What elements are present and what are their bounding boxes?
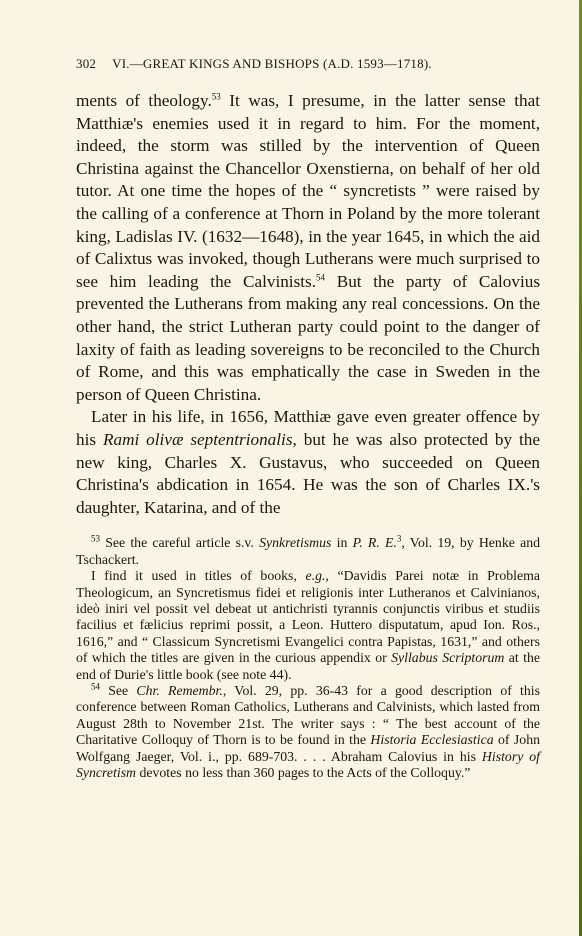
footnote-53-continued bbox=[76, 568, 540, 683]
main-text bbox=[76, 90, 540, 519]
footnote-ref-54: 54 bbox=[316, 272, 326, 283]
footnote-text: See bbox=[100, 682, 137, 698]
main-text-segment: It was, I presume, in the latter sense that Matthiæ's enemies used it in regard to him. For the moment, indeed, the storm was stilled by the intervention of Queen Christina against the Chancellor Oxenstierna, on behalf of her old tutor. At one time the hopes of the “ syncretists ” were raised by the calling of a conference at Thorn in Poland by the more tolerant king, Ladislas IV. (1632—1648), in the year 1645, in which the aid of Calixtus was invoked, though Lutherans were much surprised to see him leading the Calvinists. bbox=[76, 91, 540, 291]
footnote-italic: Synkretismus bbox=[259, 535, 332, 551]
footnote-53 bbox=[76, 535, 540, 568]
footnote-text: See the careful article s.v. bbox=[100, 535, 260, 551]
book-title-italic: Rami olivæ septentrionalis bbox=[102, 429, 293, 449]
page-number: 302 bbox=[76, 56, 97, 71]
footnote-italic: e.g. bbox=[305, 568, 326, 584]
footnote-italic: P. R. E. bbox=[352, 535, 397, 551]
main-paragraph-2 bbox=[76, 406, 540, 519]
footnote-ref-53: 53 bbox=[211, 91, 221, 102]
footnote-text: , Vol. 19, by Henke and Tschackert. bbox=[76, 535, 540, 567]
footnote-54 bbox=[76, 683, 540, 781]
footnote-number: 54 bbox=[91, 681, 100, 692]
footnote-italic: Syllabus Scriptorum bbox=[391, 650, 505, 666]
footnote-text: devotes no less than 360 pages to the Acts of the Colloquy.” bbox=[136, 764, 471, 780]
main-text-segment: Later in his life, in 1656, Matthiæ gave even greater offence by his bbox=[76, 407, 540, 449]
running-head bbox=[76, 56, 540, 82]
footnote-text: of John Wolfgang Jaeger, Vol. i., pp. 689-703. . . . Abraham Calovius in his bbox=[76, 732, 540, 764]
running-title: VI.—GREAT KINGS AND BISHOPS (A.D. 1593—1718). bbox=[112, 56, 432, 71]
footnote-text: , Vol. 29, pp. 36-43 for a good description of this conference between Roman Catholics, Lutherans and Calvinists, which lasted from August 28th to November 21st. The writer says : “ The best account of the Charitative Colloquy of Thorn is to be found in the bbox=[76, 682, 540, 748]
book-page bbox=[76, 56, 540, 781]
footnote-text: , “Davidis Parei notæ in Problema Theologicum, an Syncretismus fidei et religionis inter Lutheranos et Calvinianos, ideò iniri vel possit vel debeat ut antichristi tyrannis conjunctis viribus et studiis facilius et fælicius reprimi possit, a Leon. Huttero disputatum, apud Ion. Ros., 1616,” and “ Classicum Syncretismi Evangelici contra Papistas, 1631,” and others of which the titles are given in the curious appendix or bbox=[76, 568, 540, 666]
footnote-text: at the end of Durie's little book (see note 44). bbox=[76, 650, 540, 682]
footnote-italic: History of Syncretism bbox=[76, 748, 540, 780]
edition-superscript: 3 bbox=[396, 533, 402, 544]
footnote-italic: Historia Ecclesiastica bbox=[370, 732, 494, 748]
footnotes bbox=[76, 535, 540, 781]
main-text-segment: But the party of Calovius prevented the Lutherans from making any real concessions. On the other hand, the strict Lutheran party could point to the danger of laxity of faith as leading sovereigns to be reconciled to the Church of Rome, and this was emphatically the case in Sweden in the person of Queen Christina. bbox=[76, 271, 541, 404]
footnote-number: 53 bbox=[91, 533, 100, 544]
footnote-italic: Chr. Remembr. bbox=[136, 682, 223, 698]
footnote-text: in bbox=[331, 535, 353, 551]
footnote-text: I find it used in titles of books, bbox=[91, 568, 306, 584]
main-text-segment: ments of theology. bbox=[76, 91, 212, 110]
main-text-segment: , but he was also protected by the new king, Charles X. Gustavus, who succeeded on Queen Christina's abdication in 1654. He was the son of Charles IX.'s daughter, Katarina, and of the bbox=[76, 429, 540, 517]
main-paragraph-1 bbox=[76, 90, 540, 406]
